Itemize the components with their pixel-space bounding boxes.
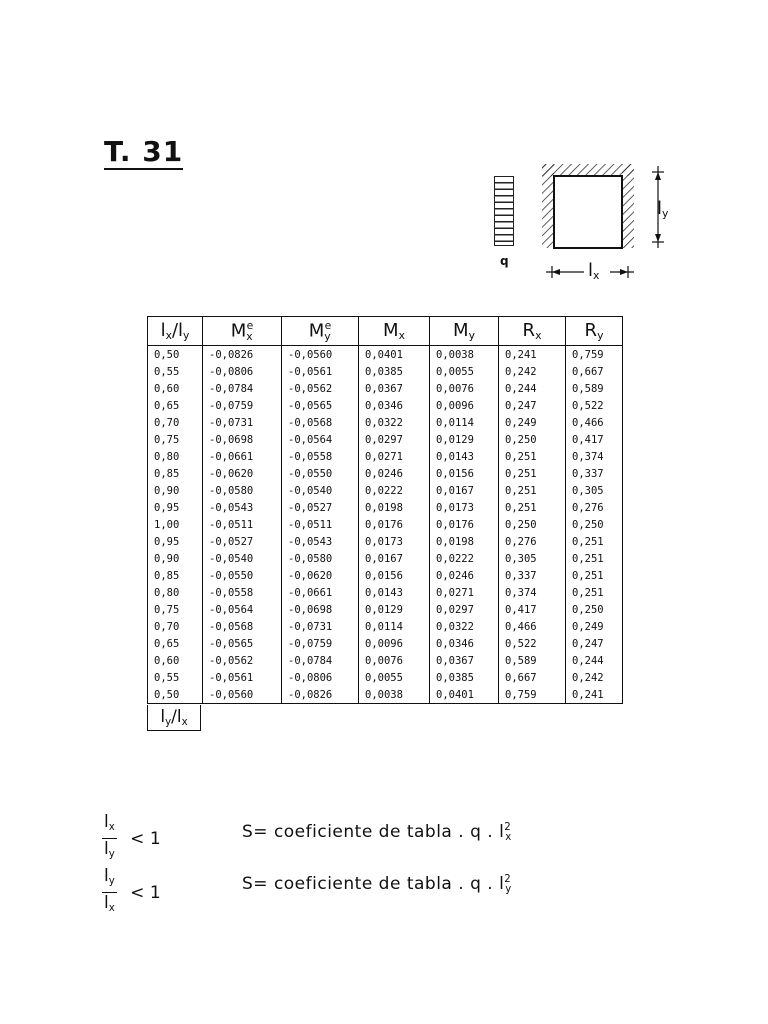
table-cell: -0,0759 (203, 397, 282, 414)
table-cell: -0,0731 (282, 618, 359, 635)
table-cell: 0,75 (148, 431, 203, 448)
table-cell: 0,0401 (359, 346, 430, 364)
table-cell: 0,0246 (359, 465, 430, 482)
table-row (148, 380, 623, 397)
table-cell: 0,374 (566, 448, 623, 465)
header-mxe: $M_x^e$ (203, 317, 282, 346)
table-cell: 0,0129 (430, 431, 499, 448)
table-cell: 0,0129 (359, 601, 430, 618)
table-cell: -0,0540 (282, 482, 359, 499)
table-cell: 0,0297 (430, 601, 499, 618)
top-support-hatch (542, 164, 634, 176)
table-cell: 0,0176 (359, 516, 430, 533)
table-cell: 0,0401 (430, 686, 499, 704)
table-cell: -0,0511 (203, 516, 282, 533)
table-cell: 0,241 (566, 686, 623, 704)
table-cell: 0,0346 (430, 635, 499, 652)
table-cell: 0,0297 (359, 431, 430, 448)
table-cell: 0,70 (148, 414, 203, 431)
table-cell: 0,0143 (359, 584, 430, 601)
table-cell: -0,0620 (203, 465, 282, 482)
table-cell: 0,589 (499, 652, 566, 669)
table-cell: 0,65 (148, 397, 203, 414)
table-cell: 0,251 (566, 567, 623, 584)
formula-rule-1: S= coeficiente de tabla . q . $l^2_x$ (242, 822, 512, 844)
table-cell: -0,0565 (203, 635, 282, 652)
table-cell: 0,251 (499, 499, 566, 516)
table-cell: 0,0143 (430, 448, 499, 465)
table-cell: 0,0198 (430, 533, 499, 550)
table-cell: 0,522 (566, 397, 623, 414)
ratio-fraction: $\frac{l_y}{l_x}$ (104, 866, 115, 915)
table-cell: -0,0561 (282, 363, 359, 380)
table-cell: 0,65 (148, 635, 203, 652)
table-cell: -0,0580 (282, 550, 359, 567)
table-cell: 0,305 (499, 550, 566, 567)
table-cell: 0,0322 (359, 414, 430, 431)
table-row (148, 448, 623, 465)
table-cell: 0,0222 (359, 482, 430, 499)
table-cell: 0,759 (499, 686, 566, 704)
table-row (148, 584, 623, 601)
plate-diagram (528, 156, 648, 266)
table-cell: 0,0167 (359, 550, 430, 567)
formula-rule-2: S= coeficiente de tabla . q . $l^2_y$ (242, 874, 512, 896)
table-cell: 0,337 (499, 567, 566, 584)
table-cell: 0,0076 (359, 652, 430, 669)
table-cell: -0,0568 (282, 414, 359, 431)
table-row (148, 516, 623, 533)
table-cell: 0,244 (499, 380, 566, 397)
table-cell: 0,251 (499, 482, 566, 499)
table-row (148, 533, 623, 550)
table-cell: 0,0114 (430, 414, 499, 431)
table-cell: 0,75 (148, 601, 203, 618)
table-cell: 0,0114 (359, 618, 430, 635)
table-cell: -0,0661 (282, 584, 359, 601)
table-row (148, 397, 623, 414)
table-cell: -0,0550 (203, 567, 282, 584)
table-cell: -0,0561 (203, 669, 282, 686)
table-cell: 0,0055 (359, 669, 430, 686)
table-cell: 0,60 (148, 652, 203, 669)
table-cell: -0,0558 (282, 448, 359, 465)
table-cell: 0,85 (148, 567, 203, 584)
table-row (148, 601, 623, 618)
table-cell: 0,466 (566, 414, 623, 431)
table-cell: 0,0385 (359, 363, 430, 380)
table-cell: -0,0564 (282, 431, 359, 448)
condition-text: < 1 (130, 828, 161, 849)
table-row (148, 363, 623, 380)
table-cell: -0,0580 (203, 482, 282, 499)
table-cell: 0,0173 (359, 533, 430, 550)
table-cell: -0,0543 (203, 499, 282, 516)
table-cell: 0,0367 (359, 380, 430, 397)
table-cell: 0,522 (499, 635, 566, 652)
table-cell: 0,95 (148, 533, 203, 550)
table-cell: -0,0550 (282, 465, 359, 482)
table-cell: 0,0156 (359, 567, 430, 584)
table-cell: 0,80 (148, 448, 203, 465)
table-cell: 0,0176 (430, 516, 499, 533)
plate-outline (554, 176, 622, 248)
dimension-ly: $l_y$ (657, 198, 669, 221)
table-cell: 0,759 (566, 346, 623, 364)
table-cell: 0,0096 (430, 397, 499, 414)
table-cell: 0,667 (566, 363, 623, 380)
table-cell: 0,244 (566, 652, 623, 669)
table-cell: 0,0367 (430, 652, 499, 669)
header-mx: $M_x$ (359, 317, 430, 346)
table-cell: -0,0511 (282, 516, 359, 533)
table-cell: 0,249 (566, 618, 623, 635)
table-cell: -0,0565 (282, 397, 359, 414)
table-row (148, 414, 623, 431)
table-cell: 0,251 (566, 550, 623, 567)
header-mye: $M_y^e$ (282, 317, 359, 346)
table-cell: 0,241 (499, 346, 566, 364)
table-cell: -0,0527 (282, 499, 359, 516)
table-cell: 0,0322 (430, 618, 499, 635)
table-cell: 0,0198 (359, 499, 430, 516)
table-cell: -0,0543 (282, 533, 359, 550)
load-label: q (500, 254, 509, 268)
table-row (148, 618, 623, 635)
table-row (148, 652, 623, 669)
table-cell: -0,0562 (282, 380, 359, 397)
table-cell: 0,251 (566, 533, 623, 550)
page-title: T. 31 (104, 135, 184, 168)
table-cell: 0,0271 (359, 448, 430, 465)
table-cell: -0,0560 (203, 686, 282, 704)
table-cell: 0,0167 (430, 482, 499, 499)
dimension-lx: $l_x$ (588, 260, 600, 283)
table-cell: 0,250 (566, 516, 623, 533)
table-cell: 1,00 (148, 516, 203, 533)
table-cell: 0,85 (148, 465, 203, 482)
table-cell: 0,0222 (430, 550, 499, 567)
table-row (148, 567, 623, 584)
table-cell: 0,50 (148, 686, 203, 704)
table-header-row (148, 317, 623, 346)
table-cell: 0,60 (148, 380, 203, 397)
table-cell: 0,0246 (430, 567, 499, 584)
table-cell: -0,0568 (203, 618, 282, 635)
table-row (148, 669, 623, 686)
formula-condition-2 (102, 866, 161, 919)
table-cell: -0,0540 (203, 550, 282, 567)
table-row (148, 550, 623, 567)
table-cell: 0,0271 (430, 584, 499, 601)
condition-text: < 1 (130, 882, 161, 903)
ratio-fraction: $\frac{l_x}{l_y}$ (104, 812, 115, 861)
table-cell: 0,55 (148, 363, 203, 380)
table-cell: -0,0806 (203, 363, 282, 380)
table-row (148, 346, 623, 364)
table-cell: 0,0385 (430, 669, 499, 686)
header-ry: $R_y$ (566, 317, 623, 346)
table-cell: 0,276 (566, 499, 623, 516)
table-cell: -0,0558 (203, 584, 282, 601)
table-cell: 0,90 (148, 482, 203, 499)
table-cell: 0,0038 (359, 686, 430, 704)
table-cell: 0,247 (499, 397, 566, 414)
table-cell: -0,0731 (203, 414, 282, 431)
table-cell: -0,0562 (203, 652, 282, 669)
table-cell: 0,0055 (430, 363, 499, 380)
right-support-hatch (622, 164, 634, 248)
table-row (148, 431, 623, 448)
table-cell: 0,0038 (430, 346, 499, 364)
table-cell: 0,251 (499, 465, 566, 482)
table-cell: 0,374 (499, 584, 566, 601)
header-rx: $R_x$ (499, 317, 566, 346)
table-cell: 0,250 (499, 516, 566, 533)
table-cell: 0,0156 (430, 465, 499, 482)
table-cell: -0,0698 (203, 431, 282, 448)
table-cell: 0,466 (499, 618, 566, 635)
table-cell: 0,276 (499, 533, 566, 550)
table-cell: -0,0698 (282, 601, 359, 618)
header-ratio-lx-ly: $l_x/l_y$ (148, 317, 203, 346)
table-cell: -0,0527 (203, 533, 282, 550)
distributed-load-bar (494, 176, 514, 246)
table-cell: -0,0806 (282, 669, 359, 686)
table-cell: 0,70 (148, 618, 203, 635)
table-row (148, 686, 623, 704)
table-cell: 0,0076 (430, 380, 499, 397)
table-cell: -0,0784 (203, 380, 282, 397)
table-cell: 0,250 (499, 431, 566, 448)
table-cell: 0,337 (566, 465, 623, 482)
table-cell: 0,417 (566, 431, 623, 448)
table-cell: 0,242 (566, 669, 623, 686)
table-cell: -0,0560 (282, 346, 359, 364)
table-cell: -0,0826 (282, 686, 359, 704)
table-cell: 0,80 (148, 584, 203, 601)
table-cell: 0,0173 (430, 499, 499, 516)
footer-ratio-ly-lx: $l_y/l_x$ (147, 705, 201, 731)
table-cell: -0,0564 (203, 601, 282, 618)
table-row (148, 635, 623, 652)
table-cell: -0,0784 (282, 652, 359, 669)
table-cell: 0,0096 (359, 635, 430, 652)
table-cell: -0,0826 (203, 346, 282, 364)
table-row (148, 482, 623, 499)
formula-condition-1 (102, 812, 161, 865)
table-row (148, 465, 623, 482)
table-cell: 0,242 (499, 363, 566, 380)
table-cell: 0,0346 (359, 397, 430, 414)
table-cell: 0,667 (499, 669, 566, 686)
table-cell: 0,90 (148, 550, 203, 567)
left-support-hatch (542, 164, 554, 248)
table-cell: -0,0759 (282, 635, 359, 652)
coefficient-table (147, 316, 623, 704)
table-row (148, 499, 623, 516)
table-cell: -0,0661 (203, 448, 282, 465)
table-cell: 0,247 (566, 635, 623, 652)
table-cell: 0,589 (566, 380, 623, 397)
table-cell: 0,250 (566, 601, 623, 618)
table-cell: 0,417 (499, 601, 566, 618)
table-cell: 0,251 (499, 448, 566, 465)
table-cell: 0,251 (566, 584, 623, 601)
table-cell: 0,55 (148, 669, 203, 686)
table-cell: 0,249 (499, 414, 566, 431)
table-cell: 0,95 (148, 499, 203, 516)
table-cell: 0,50 (148, 346, 203, 364)
table-cell: -0,0620 (282, 567, 359, 584)
table-cell: 0,305 (566, 482, 623, 499)
header-my: $M_y$ (430, 317, 499, 346)
